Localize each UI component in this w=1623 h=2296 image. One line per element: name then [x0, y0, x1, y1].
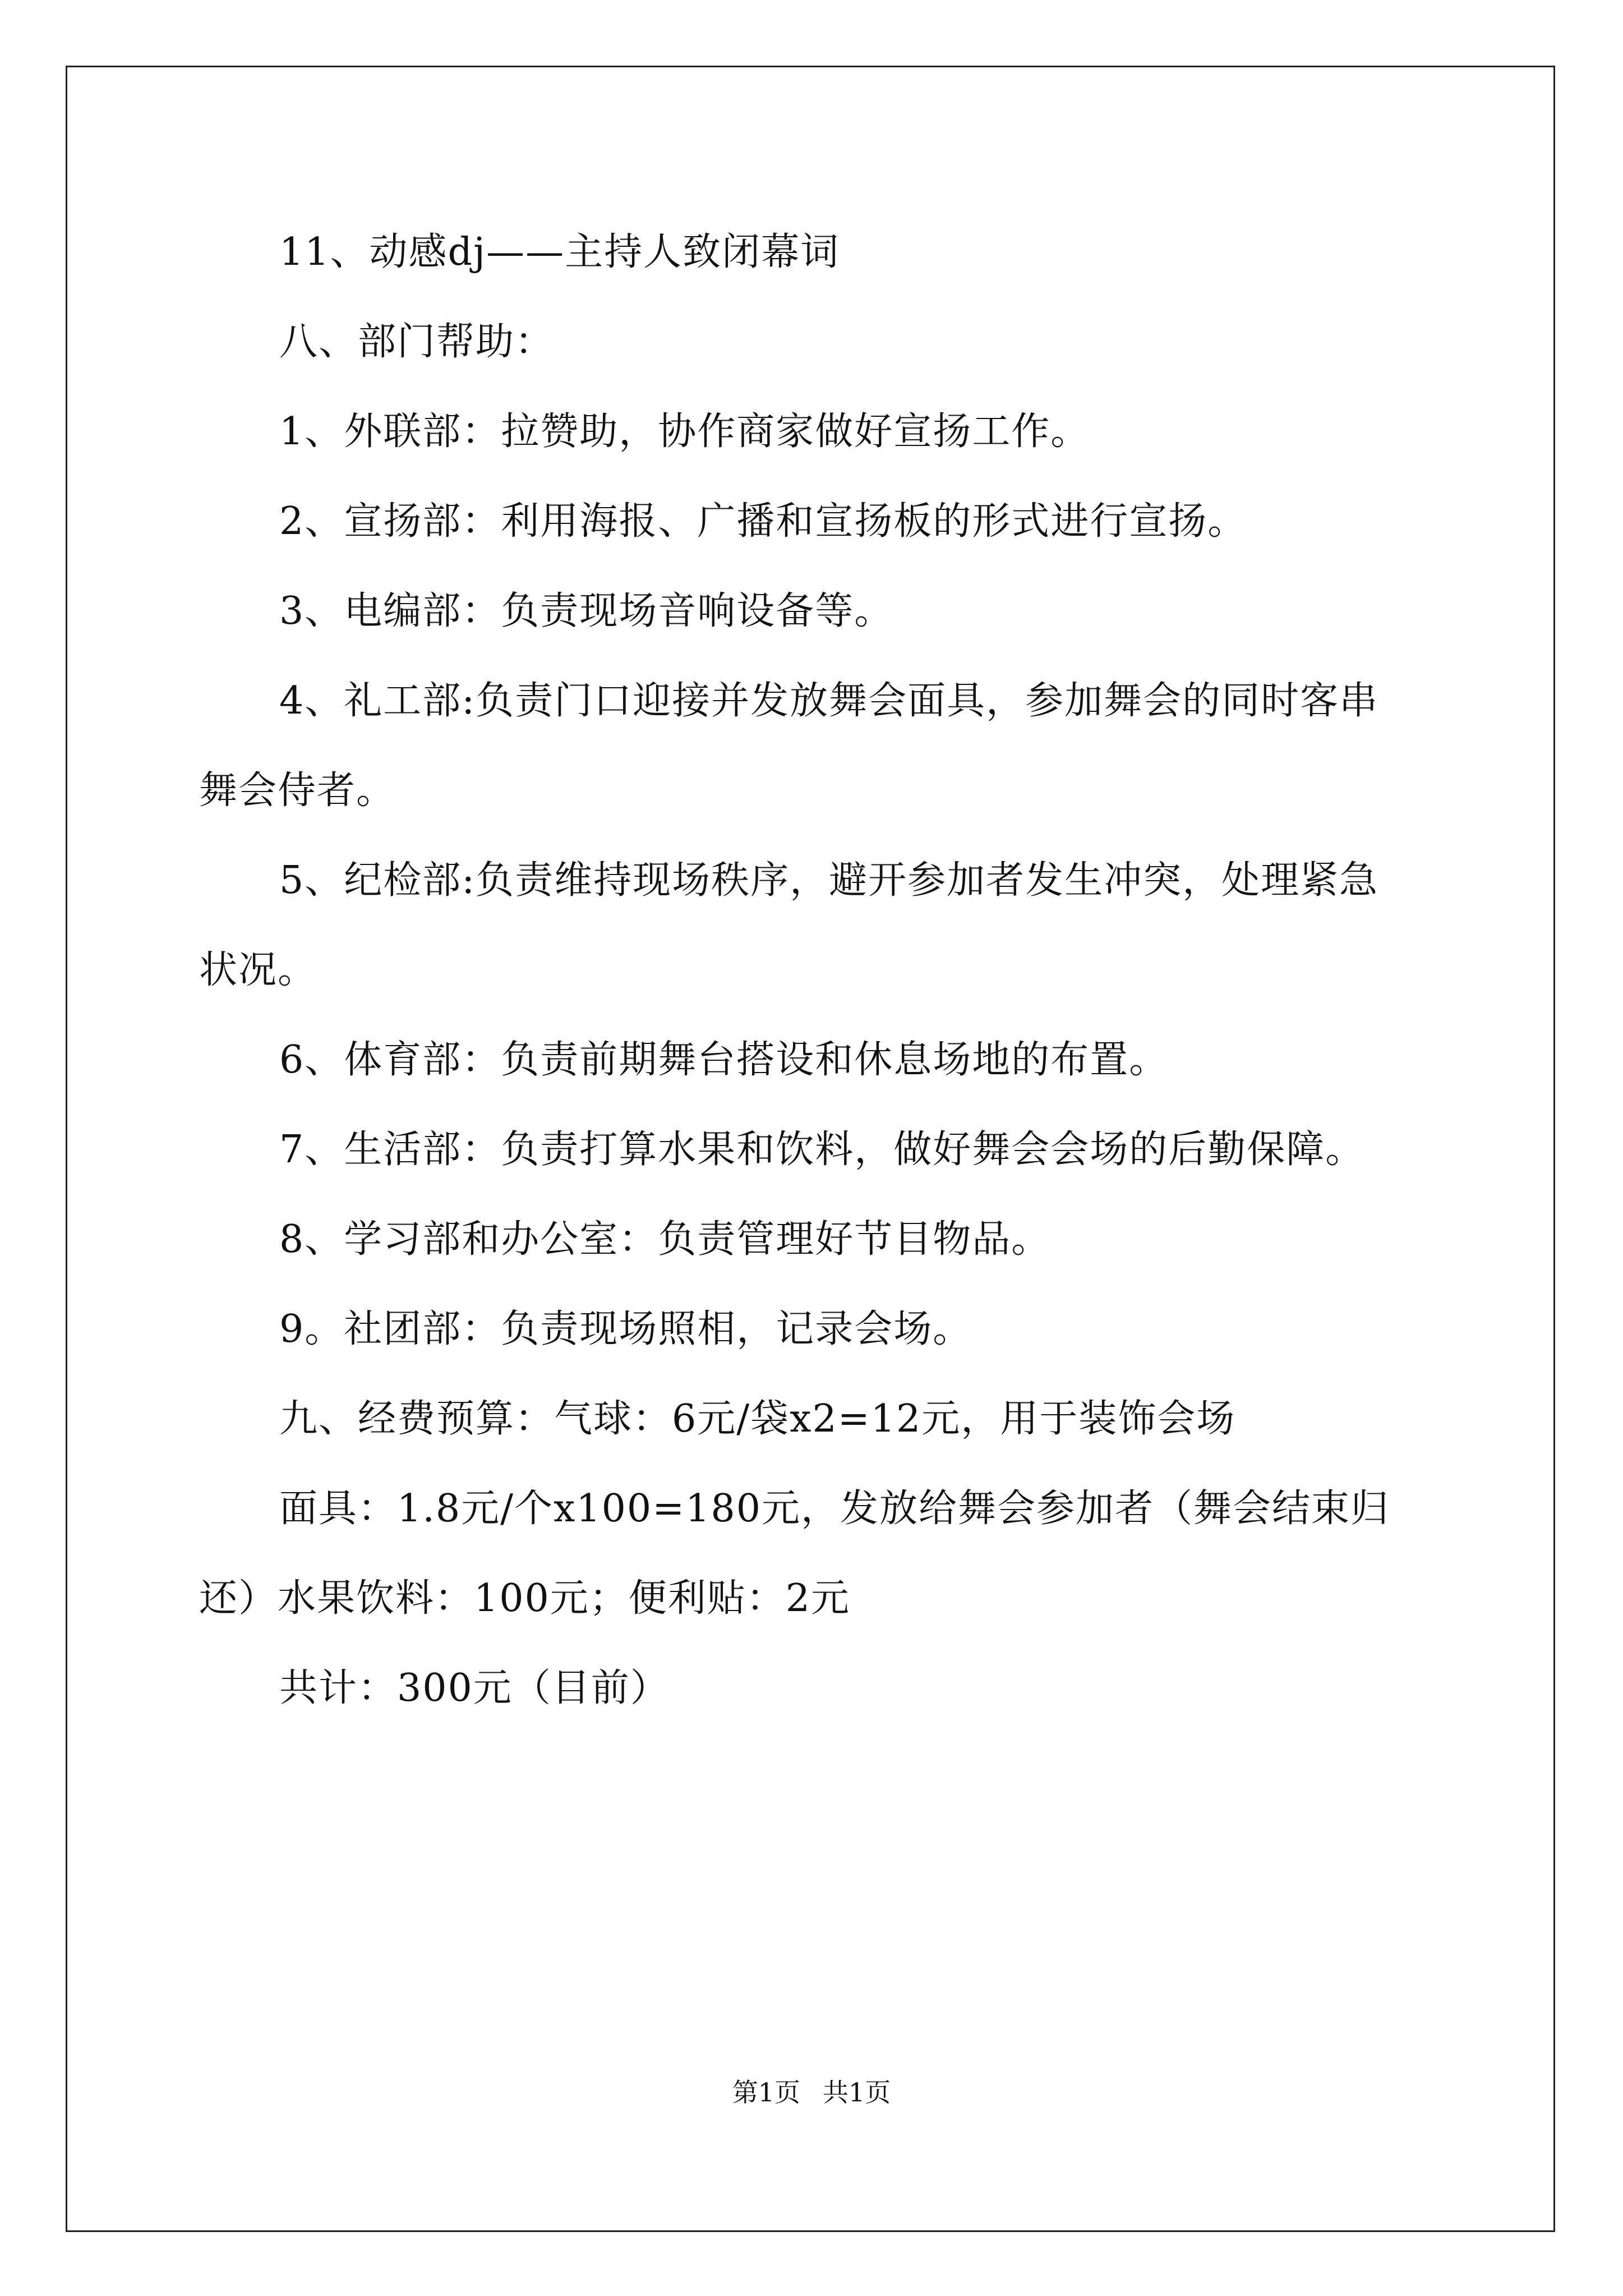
text-line: 5、纪检部:负责维持现场秩序，避开参加者发生冲突，处理紧急: [279, 858, 1379, 903]
text-line: 1、外联部：拉赞助，协作商家做好宣扬工作。: [279, 409, 1090, 454]
page-footer: [0, 2076, 1623, 2109]
text-line: 6、体育部：负责前期舞台搭设和休息场地的布置。: [279, 1038, 1169, 1082]
section-heading-budget: 九、经费预算：气球：6元/袋x2=12元，用于装饰会场: [279, 1397, 1236, 1441]
page-number-current: 第1页: [732, 2077, 800, 2108]
section-heading-departments: 八、部门帮助：: [279, 320, 555, 364]
text-line: 还）水果饮料：100元；便利贴：2元: [199, 1576, 851, 1621]
text-line: 8、学习部和办公室：负责管理好节目物品。: [279, 1217, 1051, 1262]
text-line: 面具：1.8元/个x100=180元，发放给舞会参加者（舞会结束归: [279, 1487, 1390, 1531]
text-line: 状况。: [199, 948, 317, 992]
page-number-total: 共1页: [823, 2077, 891, 2108]
text-line: 2、宣扬部：利用海报、广播和宣扬板的形式进行宣扬。: [279, 499, 1247, 544]
text-line: 7、生活部：负责打算水果和饮料，做好舞会会场的后勤保障。: [279, 1128, 1365, 1172]
text-line: 9。社团部：负责现场照相，记录会场。: [279, 1307, 972, 1351]
budget-total: 共计：300元（目前）: [279, 1666, 670, 1710]
text-line: 舞会侍者。: [199, 769, 396, 813]
text-line: 11、动感dj——主持人致闭幕词: [279, 230, 840, 274]
text-line: 3、电编部：负责现场音响设备等。: [279, 589, 894, 633]
text-line: 4、礼工部:负责门口迎接并发放舞会面具，参加舞会的同时客串: [279, 679, 1379, 723]
